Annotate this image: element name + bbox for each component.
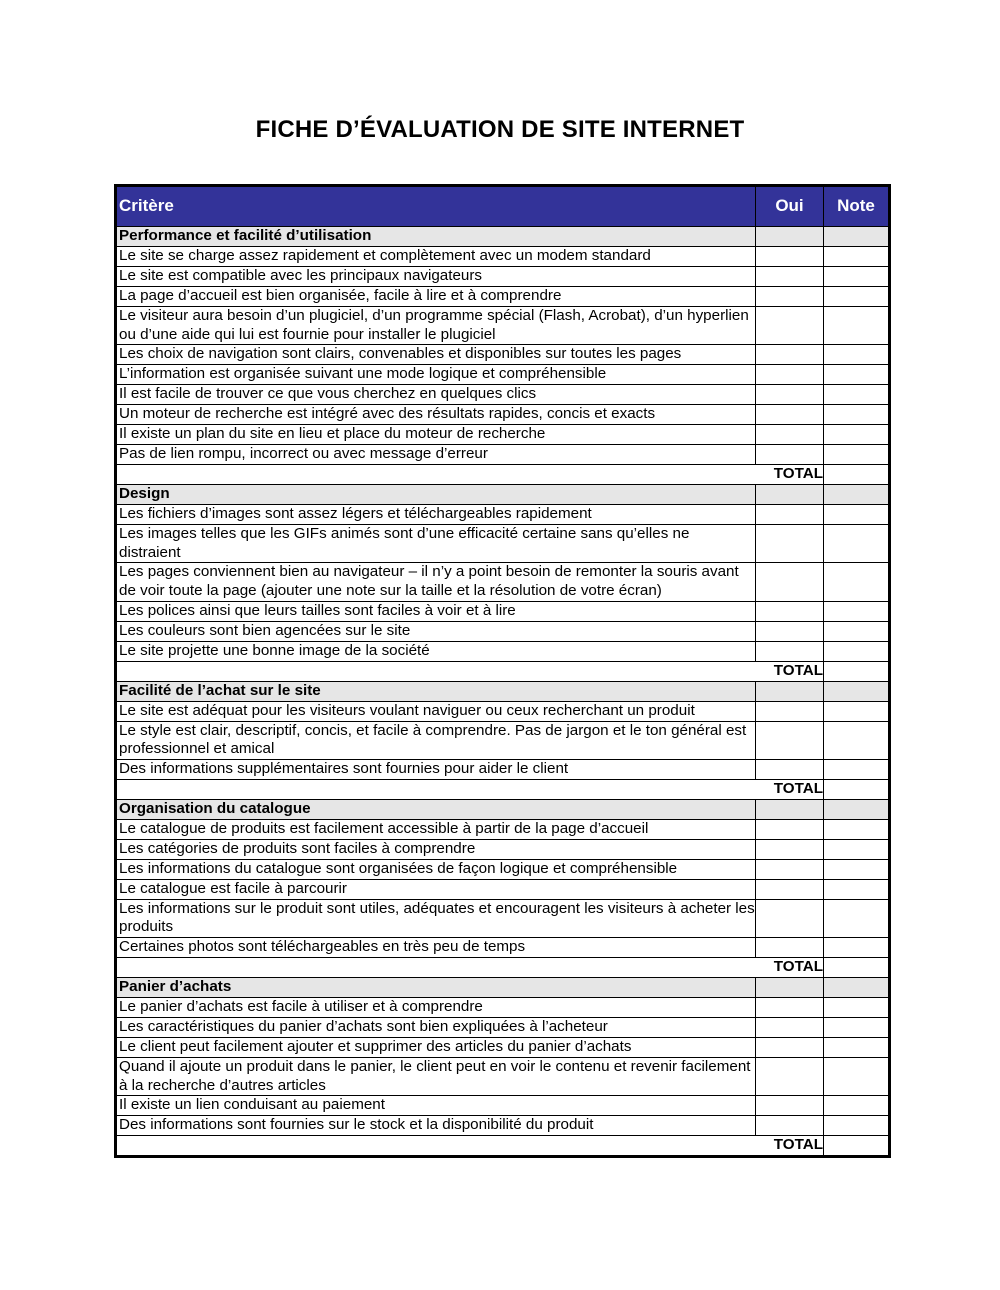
section-note-cell	[824, 977, 890, 997]
oui-cell[interactable]	[756, 365, 824, 385]
criterion-text: Le style est clair, descriptif, concis, et facile à comprendre. Pas de jargon et le ton général est professionnel et amical	[116, 721, 756, 759]
criterion-text: Il existe un plan du site en lieu et place du moteur de recherche	[116, 425, 756, 445]
criterion-text: Le client peut facilement ajouter et supprimer des articles du panier d’achats	[116, 1037, 756, 1057]
section-title: Performance et facilité d’utilisation	[116, 227, 756, 247]
section-note-cell	[824, 799, 890, 819]
table-row	[116, 267, 890, 287]
section-note-cell	[824, 227, 890, 247]
total-row	[116, 465, 890, 485]
table-row	[116, 405, 890, 425]
table-row	[116, 1116, 890, 1136]
total-note-cell[interactable]	[824, 465, 890, 485]
criterion-text: Le site est compatible avec les principaux navigateurs	[116, 267, 756, 287]
note-cell[interactable]	[824, 721, 890, 759]
oui-cell[interactable]	[756, 247, 824, 267]
oui-cell[interactable]	[756, 1116, 824, 1136]
criterion-text: Les caractéristiques du panier d’achats sont bien expliquées à l’acheteur	[116, 1017, 756, 1037]
table-row	[116, 879, 890, 899]
table-row	[116, 445, 890, 465]
oui-cell[interactable]	[756, 445, 824, 465]
oui-cell[interactable]	[756, 525, 824, 563]
table-body	[116, 227, 890, 1157]
note-cell[interactable]	[824, 899, 890, 937]
section-oui-cell	[756, 977, 824, 997]
note-cell[interactable]	[824, 1057, 890, 1095]
table-row	[116, 307, 890, 345]
oui-cell[interactable]	[756, 405, 824, 425]
criterion-text: Les polices ainsi que leurs tailles sont faciles à voir et à lire	[116, 601, 756, 621]
note-cell[interactable]	[824, 1096, 890, 1116]
oui-cell[interactable]	[756, 859, 824, 879]
total-row	[116, 661, 890, 681]
criterion-text: Les couleurs sont bien agencées sur le site	[116, 621, 756, 641]
column-header-critere: Critère	[116, 186, 756, 227]
oui-cell[interactable]	[756, 287, 824, 307]
table-row	[116, 721, 890, 759]
oui-cell[interactable]	[756, 505, 824, 525]
oui-cell[interactable]	[756, 563, 824, 601]
note-cell[interactable]	[824, 247, 890, 267]
note-cell[interactable]	[824, 1017, 890, 1037]
oui-cell[interactable]	[756, 937, 824, 957]
section-header-row	[116, 681, 890, 701]
oui-cell[interactable]	[756, 345, 824, 365]
oui-cell[interactable]	[756, 721, 824, 759]
page-title: FICHE D’ÉVALUATION DE SITE INTERNET	[255, 116, 745, 143]
criterion-text: Le catalogue de produits est facilement accessible à partir de la page d’accueil	[116, 819, 756, 839]
oui-cell[interactable]	[756, 1037, 824, 1057]
oui-cell[interactable]	[756, 899, 824, 937]
oui-cell[interactable]	[756, 997, 824, 1017]
oui-cell[interactable]	[756, 759, 824, 779]
table-row	[116, 385, 890, 405]
oui-cell[interactable]	[756, 701, 824, 721]
section-header-row	[116, 977, 890, 997]
total-note-cell[interactable]	[824, 661, 890, 681]
criterion-text: Certaines photos sont téléchargeables en très peu de temps	[116, 937, 756, 957]
criterion-text: Les pages conviennent bien au navigateur – il n’y a point besoin de remonter la souris avant de voir toute la page (ajouter une note sur la taille et la résolution de votre écran)	[116, 563, 756, 601]
oui-cell[interactable]	[756, 879, 824, 899]
oui-cell[interactable]	[756, 1096, 824, 1116]
oui-cell[interactable]	[756, 307, 824, 345]
section-oui-cell	[756, 485, 824, 505]
section-note-cell	[824, 681, 890, 701]
criterion-text: Le panier d’achats est facile à utiliser et à comprendre	[116, 997, 756, 1017]
table-row	[116, 287, 890, 307]
criterion-text: Le site projette une bonne image de la société	[116, 641, 756, 661]
table-row	[116, 621, 890, 641]
oui-cell[interactable]	[756, 819, 824, 839]
section-title: Organisation du catalogue	[116, 799, 756, 819]
section-title: Panier d’achats	[116, 977, 756, 997]
table-row	[116, 1037, 890, 1057]
note-cell[interactable]	[824, 859, 890, 879]
table-row	[116, 997, 890, 1017]
note-cell[interactable]	[824, 405, 890, 425]
table-header-row	[116, 186, 890, 227]
table-row	[116, 839, 890, 859]
section-header-row	[116, 799, 890, 819]
evaluation-table	[114, 184, 891, 1158]
note-cell[interactable]	[824, 879, 890, 899]
table-row	[116, 425, 890, 445]
note-cell[interactable]	[824, 425, 890, 445]
total-note-cell[interactable]	[824, 1136, 890, 1157]
note-cell[interactable]	[824, 563, 890, 601]
section-note-cell	[824, 485, 890, 505]
oui-cell[interactable]	[756, 425, 824, 445]
note-cell[interactable]	[824, 365, 890, 385]
criterion-text: Le site est adéquat pour les visiteurs voulant naviguer ou ceux recherchant un produit	[116, 701, 756, 721]
total-row	[116, 1136, 890, 1157]
table-row	[116, 1096, 890, 1116]
note-cell[interactable]	[824, 641, 890, 661]
criterion-text: Pas de lien rompu, incorrect ou avec message d’erreur	[116, 445, 756, 465]
note-cell[interactable]	[824, 937, 890, 957]
total-row	[116, 779, 890, 799]
note-cell[interactable]	[824, 601, 890, 621]
oui-cell[interactable]	[756, 385, 824, 405]
section-oui-cell	[756, 799, 824, 819]
total-note-cell[interactable]	[824, 779, 890, 799]
criterion-text: Quand il ajoute un produit dans le panier, le client peut en voir le contenu et revenir facilement à la recherche d’autres articles	[116, 1057, 756, 1095]
total-label: TOTAL	[116, 779, 824, 799]
note-cell[interactable]	[824, 525, 890, 563]
table-row	[116, 563, 890, 601]
note-cell[interactable]	[824, 997, 890, 1017]
table-row	[116, 601, 890, 621]
note-cell[interactable]	[824, 701, 890, 721]
criterion-text: Les informations du catalogue sont organisées de façon logique et compréhensible	[116, 859, 756, 879]
section-header-row	[116, 227, 890, 247]
section-oui-cell	[756, 227, 824, 247]
table-row	[116, 819, 890, 839]
table-row	[116, 759, 890, 779]
criterion-text: Un moteur de recherche est intégré avec des résultats rapides, concis et exacts	[116, 405, 756, 425]
note-cell[interactable]	[824, 759, 890, 779]
table-row	[116, 247, 890, 267]
oui-cell[interactable]	[756, 839, 824, 859]
table-row	[116, 899, 890, 937]
criterion-text: Il est facile de trouver ce que vous cherchez en quelques clics	[116, 385, 756, 405]
oui-cell[interactable]	[756, 641, 824, 661]
oui-cell[interactable]	[756, 1057, 824, 1095]
table-row	[116, 525, 890, 563]
table-row	[116, 937, 890, 957]
total-row	[116, 957, 890, 977]
note-cell[interactable]	[824, 621, 890, 641]
criterion-text: Le catalogue est facile à parcourir	[116, 879, 756, 899]
total-note-cell[interactable]	[824, 957, 890, 977]
note-cell[interactable]	[824, 385, 890, 405]
oui-cell[interactable]	[756, 621, 824, 641]
note-cell[interactable]	[824, 839, 890, 859]
note-cell[interactable]	[824, 1037, 890, 1057]
note-cell[interactable]	[824, 505, 890, 525]
column-header-oui: Oui	[756, 186, 824, 227]
table-row	[116, 345, 890, 365]
note-cell[interactable]	[824, 819, 890, 839]
total-label: TOTAL	[116, 465, 824, 485]
oui-cell[interactable]	[756, 1017, 824, 1037]
criterion-text: Les choix de navigation sont clairs, convenables et disponibles sur toutes les pages	[116, 345, 756, 365]
column-header-note: Note	[824, 186, 890, 227]
total-label: TOTAL	[116, 661, 824, 681]
table-row	[116, 641, 890, 661]
section-title: Facilité de l’achat sur le site	[116, 681, 756, 701]
note-cell[interactable]	[824, 445, 890, 465]
criterion-text: Le site se charge assez rapidement et complètement avec un modem standard	[116, 247, 756, 267]
note-cell[interactable]	[824, 1116, 890, 1136]
criterion-text: Les catégories de produits sont faciles à comprendre	[116, 839, 756, 859]
oui-cell[interactable]	[756, 601, 824, 621]
total-label: TOTAL	[116, 1136, 824, 1157]
criterion-text: Il existe un lien conduisant au paiement	[116, 1096, 756, 1116]
table-row	[116, 1057, 890, 1095]
note-cell[interactable]	[824, 267, 890, 287]
table-row	[116, 365, 890, 385]
total-label: TOTAL	[116, 957, 824, 977]
table-row	[116, 859, 890, 879]
table-row	[116, 505, 890, 525]
criterion-text: Les informations sur le produit sont utiles, adéquates et encouragent les visiteurs à acheter les produits	[116, 899, 756, 937]
section-title: Design	[116, 485, 756, 505]
table-row	[116, 701, 890, 721]
criterion-text: Le visiteur aura besoin d’un plugiciel, d’un programme spécial (Flash, Acrobat), d’un hyperlien ou d’une aide qui lui est fournie pour installer le plugiciel	[116, 307, 756, 345]
section-oui-cell	[756, 681, 824, 701]
criterion-text: Des informations sont fournies sur le stock et la disponibilité du produit	[116, 1116, 756, 1136]
note-cell[interactable]	[824, 345, 890, 365]
note-cell[interactable]	[824, 287, 890, 307]
note-cell[interactable]	[824, 307, 890, 345]
criterion-text: La page d’accueil est bien organisée, facile à lire et à comprendre	[116, 287, 756, 307]
criterion-text: Des informations supplémentaires sont fournies pour aider le client	[116, 759, 756, 779]
criterion-text: Les fichiers d’images sont assez légers et téléchargeables rapidement	[116, 505, 756, 525]
section-header-row	[116, 485, 890, 505]
criterion-text: L’information est organisée suivant une mode logique et compréhensible	[116, 365, 756, 385]
table-row	[116, 1017, 890, 1037]
criterion-text: Les images telles que les GIFs animés sont d’une efficacité certaine sans qu’elles ne distraient	[116, 525, 756, 563]
oui-cell[interactable]	[756, 267, 824, 287]
